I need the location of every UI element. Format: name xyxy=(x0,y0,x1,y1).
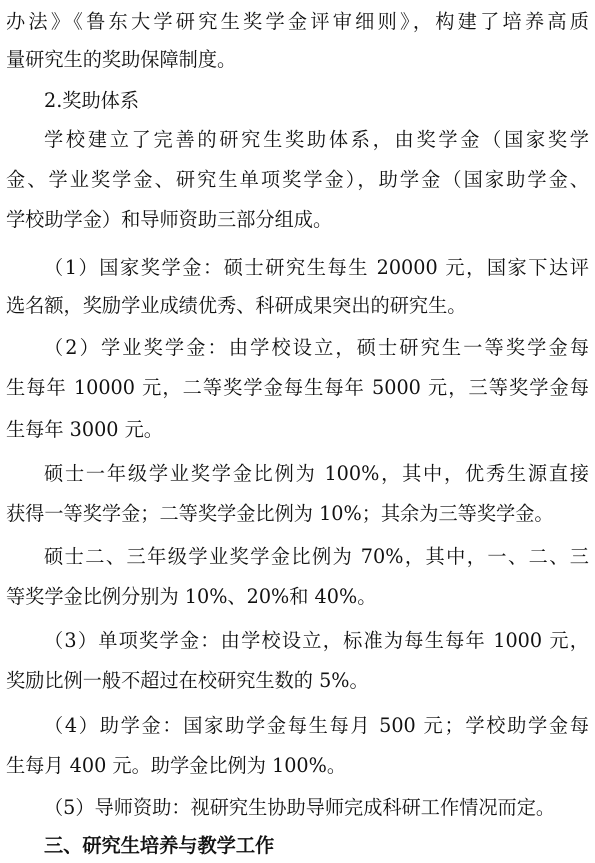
paragraph-line: 等奖学金比例分别为 10%、20%和 40%。 xyxy=(6,585,377,608)
paragraph-line: 量研究生的奖助保障制度。 xyxy=(6,48,237,71)
paragraph-line: 办法》《鲁东大学研究生奖学金评审细则》，构建了培养高质 xyxy=(6,10,589,33)
paragraph-line: （2）学业奖学金：由学校设立，硕士研究生一等奖学金每 xyxy=(44,336,589,359)
section-subheading: 2.奖助体系 xyxy=(44,89,140,112)
paragraph-line: 学校助学金）和导师资助三部分组成。 xyxy=(6,208,333,231)
paragraph-line: 生每月 400 元。助学金比例为 100%。 xyxy=(6,754,347,777)
paragraph-line: （3）单项奖学金：由学校设立，标准为每生每年 1000 元， xyxy=(44,629,589,652)
paragraph-line: 硕士一年级学业奖学金比例为 100%，其中，优秀生源直接 xyxy=(44,462,589,485)
section-heading: 三、研究生培养与教学工作 xyxy=(44,834,275,857)
paragraph-line: （5）导师资助：视研究生协助导师完成科研工作情况而定。 xyxy=(44,796,556,819)
paragraph-line: 硕士二、三年级学业奖学金比例为 70%，其中，一、二、三 xyxy=(44,545,589,568)
paragraph-line: （4）助学金：国家助学金每生每月 500 元；学校助学金每 xyxy=(44,714,589,737)
paragraph-line: 生每年 10000 元，二等奖学金每生每年 5000 元，三等奖学金每 xyxy=(6,376,589,399)
paragraph-line: （1）国家奖学金：硕士研究生每生 20000 元，国家下达评 xyxy=(44,256,589,279)
paragraph-line: 选名额，奖励学业成绩优秀、科研成果突出的研究生。 xyxy=(6,294,467,317)
paragraph-line: 生每年 3000 元。 xyxy=(6,418,163,441)
paragraph-line: 奖励比例一般不超过在校研究生数的 5%。 xyxy=(6,669,369,692)
paragraph-line: 获得一等奖学金；二等奖学金比例为 10%；其余为三等奖学金。 xyxy=(6,502,554,525)
paragraph-line: 金、学业奖学金、研究生单项奖学金），助学金（国家助学金、 xyxy=(6,168,589,191)
paragraph-line: 学校建立了完善的研究生奖助体系，由奖学金（国家奖学 xyxy=(44,128,589,151)
